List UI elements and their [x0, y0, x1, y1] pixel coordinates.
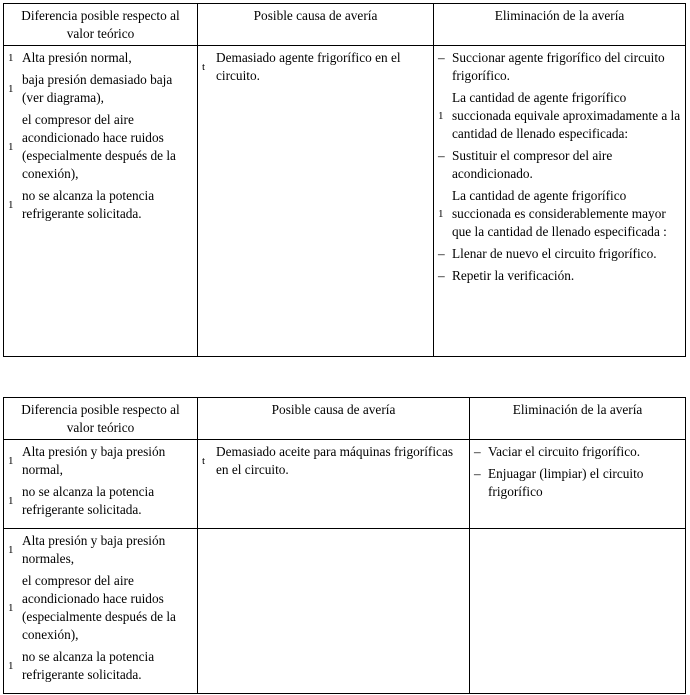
table-header-row — [4, 4, 686, 46]
column-header-cause: Posible causa de avería — [198, 4, 434, 46]
column-header-difference: Diferencia posible respecto al valor teórico — [4, 398, 198, 440]
list-item: 1 Alta presión y baja presión normales, — [8, 533, 166, 566]
list-item: – Sustituir el compresor del aire acondicionado. — [438, 148, 613, 181]
troubleshooting-table-2 — [3, 397, 686, 694]
list-item: 1 el compresor del aire acondicionado hace ruidos (especialmente después de la conexión), — [8, 573, 176, 642]
list-item: 1 el compresor del aire acondicionado hace ruidos (especialmente después de la conexión), — [8, 112, 176, 181]
column-header-difference: Diferencia posible respecto al valor teórico — [4, 4, 198, 46]
list-item: 1 baja presión demasiado baja (ver diagrama), — [8, 72, 173, 105]
list-item: t Demasiado agente frigorífico en el circuito. — [202, 50, 401, 83]
list-item: 1 La cantidad de agente frigorífico succionada equivale aproximadamente a la cantidad de llenado especificada: — [438, 90, 681, 141]
fix-cell — [470, 440, 686, 529]
list-item: 1 no se alcanza la potencia refrigerante solicitada. — [8, 649, 155, 682]
cause-cell — [198, 440, 470, 529]
list-item: – Enjuagar (limpiar) el circuito frigorífico — [474, 466, 644, 499]
column-header-fix: Eliminación de la avería — [470, 398, 686, 440]
list-item: – Succionar agente frigorífico del circuito frigorífico. — [438, 50, 665, 83]
table-header-row — [4, 398, 686, 440]
fix-cell — [434, 46, 686, 357]
table-row — [4, 529, 686, 694]
list-item: 1 no se alcanza la potencia refrigerante solicitada. — [8, 484, 155, 517]
list-item: t Demasiado aceite para máquinas frigoríficas en el circuito. — [202, 444, 454, 477]
table-row — [4, 440, 686, 529]
troubleshooting-table-1 — [3, 3, 686, 357]
list-item: – Vaciar el circuito frigorífico. — [474, 444, 641, 459]
list-item: 1 La cantidad de agente frigorífico succionada es considerablemente mayor que la cantidad de llenado especificada : — [438, 188, 667, 239]
list-item: 1 Alta presión normal, — [8, 50, 132, 65]
list-item: 1 Alta presión y baja presión normal, — [8, 444, 166, 477]
list-item: – Llenar de nuevo el circuito frigorífico. — [438, 246, 657, 261]
difference-cell — [4, 440, 198, 529]
column-header-fix: Eliminación de la avería — [434, 4, 686, 46]
list-item: 1 no se alcanza la potencia refrigerante solicitada. — [8, 188, 155, 221]
column-header-cause: Posible causa de avería — [198, 398, 470, 440]
difference-cell — [4, 46, 198, 357]
cause-cell-empty — [198, 529, 470, 694]
fix-cell-empty — [470, 529, 686, 694]
cause-cell — [198, 46, 434, 357]
table-row — [4, 46, 686, 357]
list-item: – Repetir la verificación. — [438, 268, 575, 283]
difference-cell — [4, 529, 198, 694]
